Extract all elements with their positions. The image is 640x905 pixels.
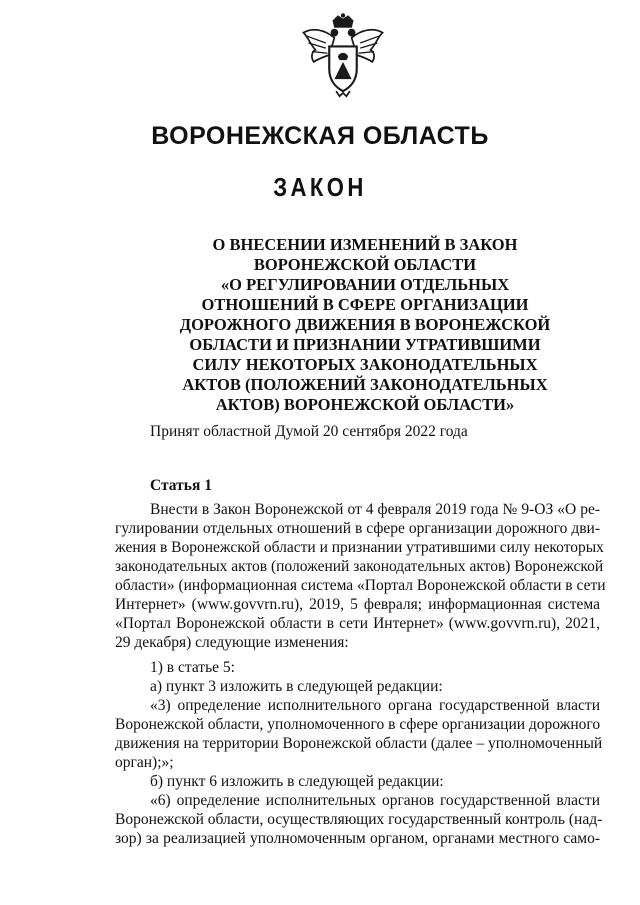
- title-line: АКТОВ) ВОРОНЕЖСКОЙ ОБЛАСТИ»: [215, 395, 515, 414]
- paragraph-line: гулировании отдельных отношений в сфере организации дорожного дви-: [115, 520, 600, 537]
- document-type: ЗАКОН: [273, 172, 367, 202]
- title-line: ОТНОШЕНИЙ В СФЕРЕ ОРГАНИЗАЦИИ: [201, 295, 529, 314]
- change-sub-b: б) пункт 6 изложить в следующей редакции:: [150, 773, 444, 790]
- title-line: О ВНЕСЕНИИ ИЗМЕНЕНИЙ В ЗАКОН: [212, 235, 518, 254]
- paragraph-line: жения в Воронежской области и признании утратившими силу некоторых: [115, 539, 604, 556]
- changes-list: [115, 658, 603, 848]
- article-heading: Статья 1: [150, 477, 212, 494]
- change-item-1: 1) в статье 5:: [150, 659, 235, 676]
- paragraph-line: области» (информационная система «Портал Воронежской области в сети: [115, 577, 606, 594]
- quote-line: движения на территории Воронежской области (далее – уполномоченный: [115, 735, 603, 752]
- quote-line: орган);»;: [115, 754, 174, 771]
- change-sub-a: а) пункт 3 изложить в следующей редакции:: [150, 678, 443, 695]
- title-line: «О РЕГУЛИРОВАНИИ ОТДЕЛЬНЫХ: [220, 275, 510, 294]
- title-line: ОБЛАСТИ И ПРИЗНАНИИ УТРАТИВШИМИ: [189, 335, 541, 354]
- paragraph-line: законодательных актов (положений законодательных актов) Воронежской: [115, 558, 604, 575]
- quote-line: зор) за реализацией уполномоченным органом, органами местного само-: [115, 830, 600, 847]
- paragraph-line: «Портал Воронежской области в сети Интернет» (www.govvrn.ru), 2021,: [115, 615, 600, 632]
- quote-line: Воронежской области, уполномоченного в сфере организации дорожного: [115, 716, 601, 733]
- paragraph-line: Интернет» (www.govvrn.ru), 2019, 5 февраля; информационная система: [115, 596, 600, 613]
- article-intro-paragraph: [115, 500, 606, 652]
- title-line: ДОРОЖНОГО ДВИЖЕНИЯ В ВОРОНЕЖСКОЙ: [179, 315, 551, 334]
- paragraph-line: 29 декабря) следующие изменения:: [115, 634, 349, 651]
- title-line: ВОРОНЕЖСКОЙ ОБЛАСТИ: [253, 255, 477, 274]
- region-name: ВОРОНЕЖСКАЯ ОБЛАСТЬ: [151, 122, 489, 150]
- voronezh-coat-of-arms-icon: [300, 12, 386, 98]
- title-line: АКТОВ (ПОЛОЖЕНИЙ ЗАКОНОДАТЕЛЬНЫХ: [182, 375, 548, 394]
- paragraph-line: Внести в Закон Воронежской от 4 февраля 2019 года № 9-ОЗ «О ре-: [150, 501, 600, 518]
- adoption-date-line: Принят областной Думой 20 сентября 2022 года: [150, 423, 468, 440]
- title-line: СИЛУ НЕКОТОРЫХ ЗАКОНОДАТЕЛЬНЫХ: [192, 355, 538, 374]
- quote-line: «3) определение исполнительного органа государственной власти: [150, 697, 600, 714]
- quote-line: «6) определение исполнительных органов государственной власти: [150, 792, 600, 809]
- law-title: [160, 235, 570, 415]
- quote-line: Воронежской области, осуществляющих государственный контроль (над-: [115, 811, 603, 828]
